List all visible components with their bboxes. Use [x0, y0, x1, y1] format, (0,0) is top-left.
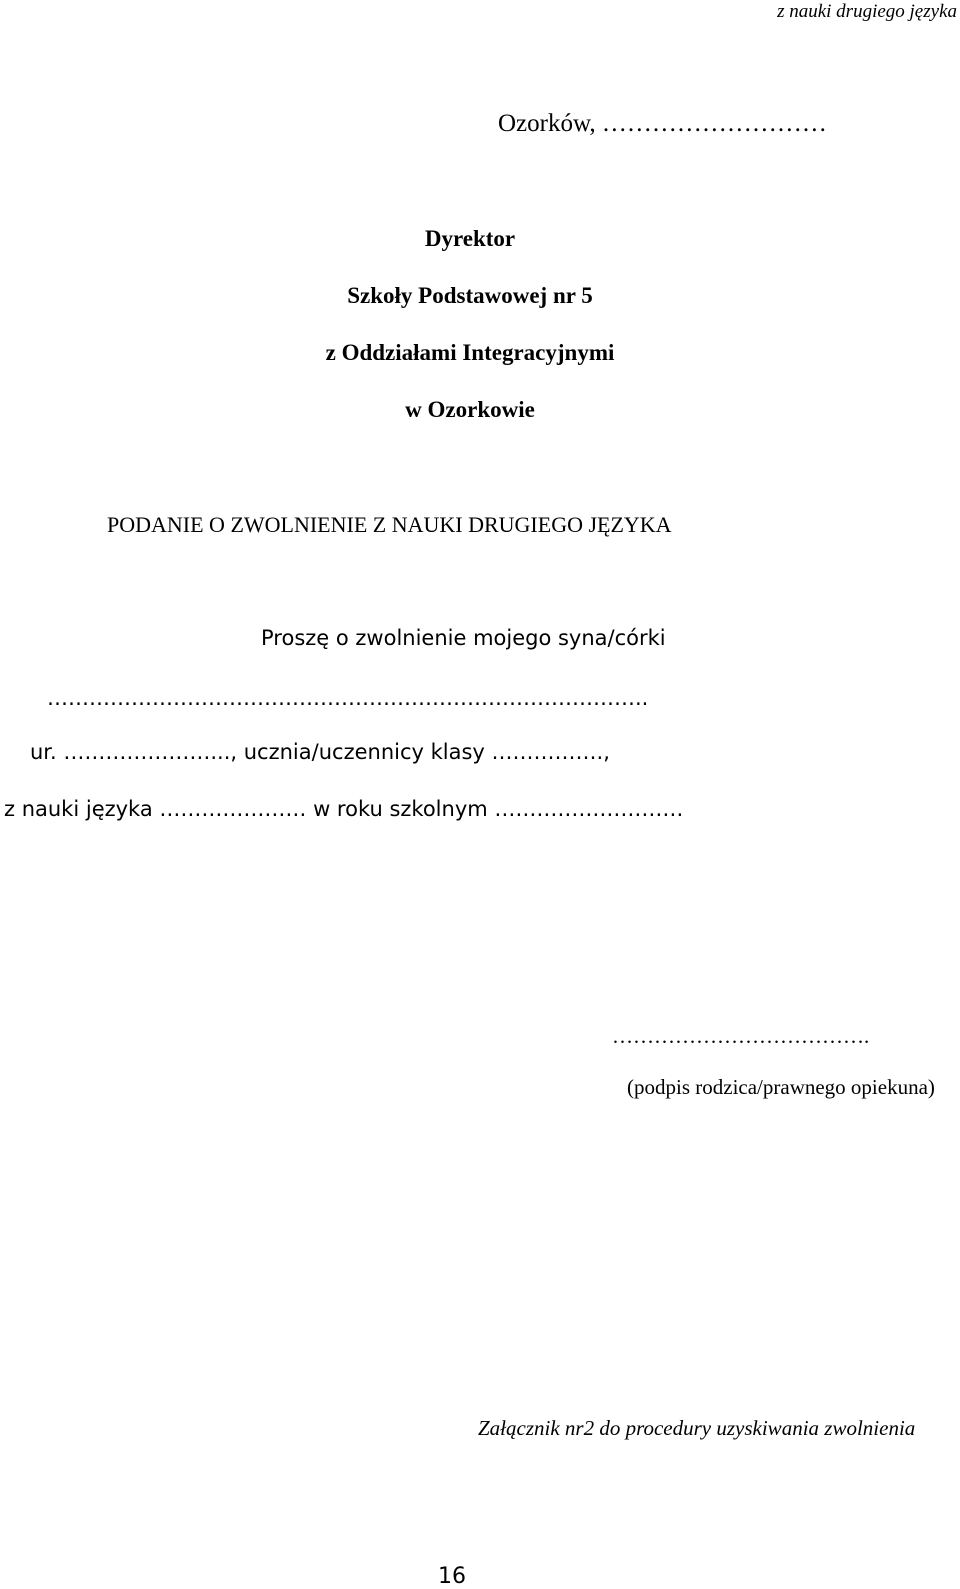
signature-line: ………………………………. [612, 1024, 870, 1048]
place-date-field: Ozorków, ……………………… [498, 110, 827, 137]
footer-note: Załącznik nr2 do procedury uzyskiwania zwolnienia [478, 1416, 916, 1440]
addressee-city: w Ozorkowie [405, 397, 535, 422]
addressee-school: Szkoły Podstawowej nr 5 [347, 283, 593, 308]
document-title: PODANIE O ZWOLNIENIE Z NAUKI DRUGIEGO JĘZYKA [107, 512, 672, 537]
addressee-division: z Oddziałami Integracyjnymi [325, 340, 615, 365]
student-name-line: ………………………………………………………………………….. [47, 686, 649, 710]
addressee-title: Dyrektor [424, 226, 516, 251]
header-note: z nauki drugiego języka [777, 1, 957, 22]
subject-year-line: z nauki języka ………………… w roku szkolnym ……………………… [4, 797, 684, 821]
request-text: Proszę o zwolnienie mojego syna/córki [261, 626, 666, 650]
signature-caption: (podpis rodzica/prawnego opiekuna) [627, 1075, 935, 1099]
birth-class-line: ur. …………………..., ucznia/uczennicy klasy ……………., [30, 740, 610, 764]
page-number: 16 [438, 1564, 466, 1589]
